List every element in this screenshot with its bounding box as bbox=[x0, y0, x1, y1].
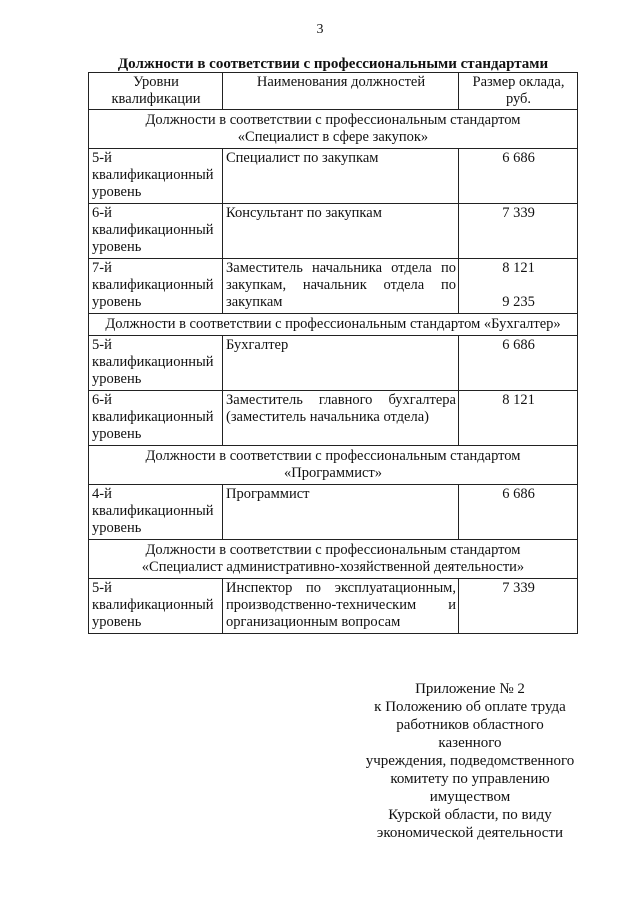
appendix-line: Курской области, по виду bbox=[388, 807, 552, 823]
qualification-level-cell: 5-й квалификационный уровень bbox=[89, 336, 223, 391]
salary-cell bbox=[459, 579, 578, 634]
section-heading-line: «Специалист в сфере закупок» bbox=[237, 129, 429, 145]
salary-value: 6 686 bbox=[502, 486, 535, 502]
salary-cell bbox=[459, 391, 578, 446]
qualification-level-cell: 6-й квалификационный уровень bbox=[89, 204, 223, 259]
appendix-line: экономической деятельности bbox=[376, 825, 564, 841]
appendix-line: Приложение № 2 bbox=[415, 681, 525, 697]
positions-table bbox=[88, 72, 578, 634]
position-name-cell: Бухгалтер bbox=[223, 336, 459, 391]
table-row bbox=[89, 391, 578, 446]
salary-cell bbox=[459, 336, 578, 391]
appendix-line: к Положению об оплате труда bbox=[374, 699, 566, 715]
salary-value: 8 121 bbox=[502, 260, 535, 276]
section-heading-row bbox=[89, 446, 578, 485]
table-row bbox=[89, 259, 578, 314]
salary-cell bbox=[459, 259, 578, 314]
table-row bbox=[89, 149, 578, 204]
header-salary: Размер оклада, руб. bbox=[459, 73, 578, 110]
appendix-block bbox=[352, 680, 588, 842]
section-heading-line: Должности в соответствии с профессиональным стандартом bbox=[145, 448, 521, 464]
document-title: Должности в соответствии с профессиональными стандартами bbox=[117, 56, 549, 72]
section-heading-line: «Специалист административно-хозяйственной деятельности» bbox=[141, 559, 525, 575]
header-position: Наименования должностей bbox=[223, 73, 459, 110]
qualification-level-cell: 5-й квалификационный уровень bbox=[89, 149, 223, 204]
salary-value: 6 686 bbox=[502, 150, 535, 166]
section-heading-row bbox=[89, 110, 578, 149]
table-row bbox=[89, 579, 578, 634]
position-name-cell: Специалист по закупкам bbox=[223, 149, 459, 204]
section-heading bbox=[89, 314, 578, 336]
table-row bbox=[89, 336, 578, 391]
section-heading bbox=[89, 110, 578, 149]
table-row bbox=[89, 204, 578, 259]
position-name-cell: Заместитель начальника отдела по закупкам, начальник отдела по закупкам bbox=[223, 259, 459, 314]
position-name-cell: Инспектор по эксплуатационным, производственно-техническим и организационным вопросам bbox=[223, 579, 459, 634]
appendix-line: учреждения, подведомственного bbox=[365, 753, 575, 769]
qualification-level-cell: 6-й квалификационный уровень bbox=[89, 391, 223, 446]
position-name-cell: Заместитель главного бухгалтера (заместитель начальника отдела) bbox=[223, 391, 459, 446]
section-heading-line: Должности в соответствии с профессиональным стандартом bbox=[145, 112, 521, 128]
salary-spacer bbox=[462, 277, 575, 294]
salary-cell bbox=[459, 204, 578, 259]
section-heading-line: Должности в соответствии с профессиональным стандартом bbox=[145, 542, 521, 558]
section-heading-line: Должности в соответствии с профессиональным стандартом «Бухгалтер» bbox=[105, 316, 561, 332]
table-header-row bbox=[89, 73, 578, 110]
salary-cell bbox=[459, 149, 578, 204]
appendix-line: работников областного bbox=[396, 717, 544, 733]
section-heading bbox=[89, 446, 578, 485]
salary-cell bbox=[459, 485, 578, 540]
appendix-line: казенного bbox=[438, 735, 502, 751]
position-name-cell: Программист bbox=[223, 485, 459, 540]
table-row bbox=[89, 485, 578, 540]
section-heading-line: «Программист» bbox=[284, 465, 382, 481]
position-name-cell: Консультант по закупкам bbox=[223, 204, 459, 259]
header-level: Уровни квалификации bbox=[89, 73, 223, 110]
qualification-level-cell: 7-й квалификационный уровень bbox=[89, 259, 223, 314]
appendix-line: имуществом bbox=[429, 789, 511, 805]
table-body bbox=[89, 110, 578, 634]
section-heading bbox=[89, 540, 578, 579]
salary-value: 7 339 bbox=[502, 205, 535, 221]
appendix-line: комитету по управлению bbox=[390, 771, 550, 787]
salary-value: 8 121 bbox=[502, 392, 535, 408]
salary-value: 7 339 bbox=[502, 580, 535, 596]
page-number: 3 bbox=[316, 22, 324, 37]
qualification-level-cell: 4-й квалификационный уровень bbox=[89, 485, 223, 540]
salary-value: 9 235 bbox=[502, 294, 535, 310]
section-heading-row bbox=[89, 314, 578, 336]
qualification-level-cell: 5-й квалификационный уровень bbox=[89, 579, 223, 634]
section-heading-row bbox=[89, 540, 578, 579]
salary-value: 6 686 bbox=[502, 337, 535, 353]
